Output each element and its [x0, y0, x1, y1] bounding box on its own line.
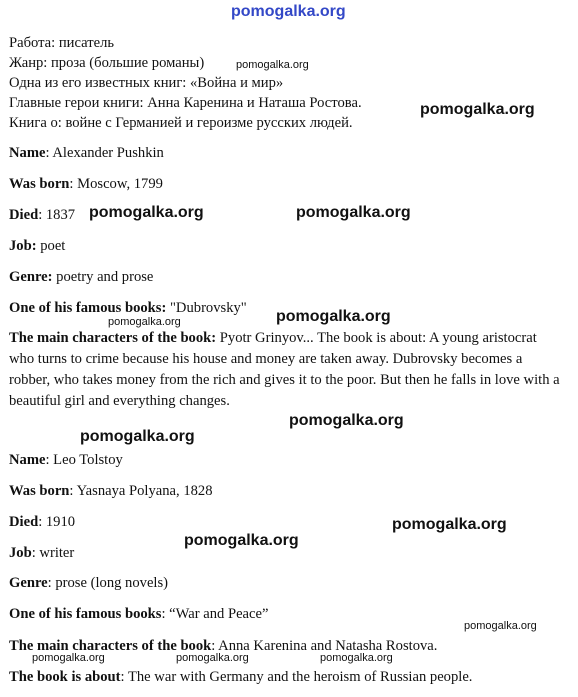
- watermark-overlay: pomogalka.org: [184, 532, 299, 549]
- tolstoy-books-value: : “War and Peace”: [161, 606, 269, 622]
- pushkin-born-label: Was born: [9, 176, 70, 192]
- pushkin-genre: [9, 267, 571, 288]
- tolstoy-born-value: : Yasnaya Polyana, 1828: [69, 483, 213, 499]
- tolstoy-name: [9, 450, 571, 471]
- tolstoy-genre: [9, 573, 571, 594]
- tolstoy-characters-value: : Anna Karenina and Natasha Rostova.: [211, 638, 438, 654]
- pushkin-characters: [9, 328, 565, 412]
- pushkin-name: [9, 143, 571, 164]
- pushkin-name-value: : Alexander Pushkin: [45, 145, 164, 161]
- pushkin-characters-label: The main characters of the book:: [9, 330, 217, 346]
- pushkin-name-label: Name: [9, 145, 46, 161]
- tolstoy-characters-label: The main characters of the book: [9, 638, 212, 654]
- tolstoy-job-label: Job: [9, 545, 32, 561]
- watermark-overlay: pomogalka.org: [108, 316, 181, 328]
- tolstoy-born-label: Was born: [9, 483, 70, 499]
- pushkin-born: [9, 174, 571, 195]
- intro-line-about: Книга о: войне с Германией и героизме русских людей.: [9, 115, 353, 131]
- tolstoy-genre-label: Genre: [9, 575, 48, 591]
- intro-line-job: Работа: писатель: [9, 35, 115, 51]
- watermark-overlay: pomogalka.org: [32, 652, 105, 664]
- tolstoy-about-value: : The war with Germany and the heroism of Russian people.: [120, 669, 473, 685]
- pushkin-characters-value: Pyotr Grinyov... The book is about: A young aristocrat who turns to crime because his house and money are taken away. Dubrovsky becomes a robber, who takes money from the rich and gives it to the poor. But then he falls in love with a beautiful girl and everything changes.: [9, 330, 560, 409]
- tolstoy-about: [9, 667, 571, 688]
- tolstoy-name-label: Name: [9, 452, 46, 468]
- tolstoy-name-value: : Leo Tolstoy: [45, 452, 123, 468]
- pushkin-books-value: "Dubrovsky": [166, 300, 247, 316]
- tolstoy-about-label: The book is about: [9, 669, 121, 685]
- watermark-overlay: pomogalka.org: [296, 204, 411, 221]
- watermark-overlay: pomogalka.org: [80, 428, 195, 445]
- pushkin-job: [9, 236, 571, 257]
- watermark-overlay: pomogalka.org: [176, 652, 249, 664]
- tolstoy-job-value: : writer: [31, 545, 75, 561]
- watermark-overlay: pomogalka.org: [392, 516, 507, 533]
- tolstoy-books-label: One of his famous books: [9, 606, 162, 622]
- pushkin-job-label: Job:: [9, 238, 37, 254]
- pushkin-genre-value: poetry and prose: [52, 269, 154, 285]
- watermark-overlay: pomogalka.org: [276, 308, 391, 325]
- pushkin-died-value: : 1837: [38, 207, 76, 223]
- pushkin-job-value: poet: [36, 238, 66, 254]
- intro-line-book: Одна из его известных книг: «Война и мир»: [9, 75, 284, 91]
- watermark-overlay: pomogalka.org: [289, 412, 404, 429]
- watermark-overlay: pomogalka.org: [464, 620, 537, 632]
- watermark-top: pomogalka.org: [231, 3, 346, 20]
- tolstoy-genre-value: : prose (long novels): [47, 575, 169, 591]
- tolstoy-born: [9, 481, 571, 502]
- watermark-overlay: pomogalka.org: [320, 652, 393, 664]
- intro-line-genre: Жанр: проза (большие романы): [9, 55, 205, 71]
- pushkin-born-value: : Moscow, 1799: [69, 176, 163, 192]
- watermark-overlay: pomogalka.org: [420, 101, 535, 118]
- tolstoy-died-label: Died: [9, 514, 39, 530]
- watermark-overlay: pomogalka.org: [89, 204, 204, 221]
- pushkin-died-label: Died: [9, 207, 39, 223]
- pushkin-books-label: One of his famous books:: [9, 300, 167, 316]
- tolstoy-died-value: : 1910: [38, 514, 76, 530]
- pushkin-genre-label: Genre:: [9, 269, 53, 285]
- watermark-overlay: pomogalka.org: [236, 59, 309, 71]
- intro-line-heroes: Главные герои книги: Анна Каренина и Наташа Ростова.: [9, 95, 362, 111]
